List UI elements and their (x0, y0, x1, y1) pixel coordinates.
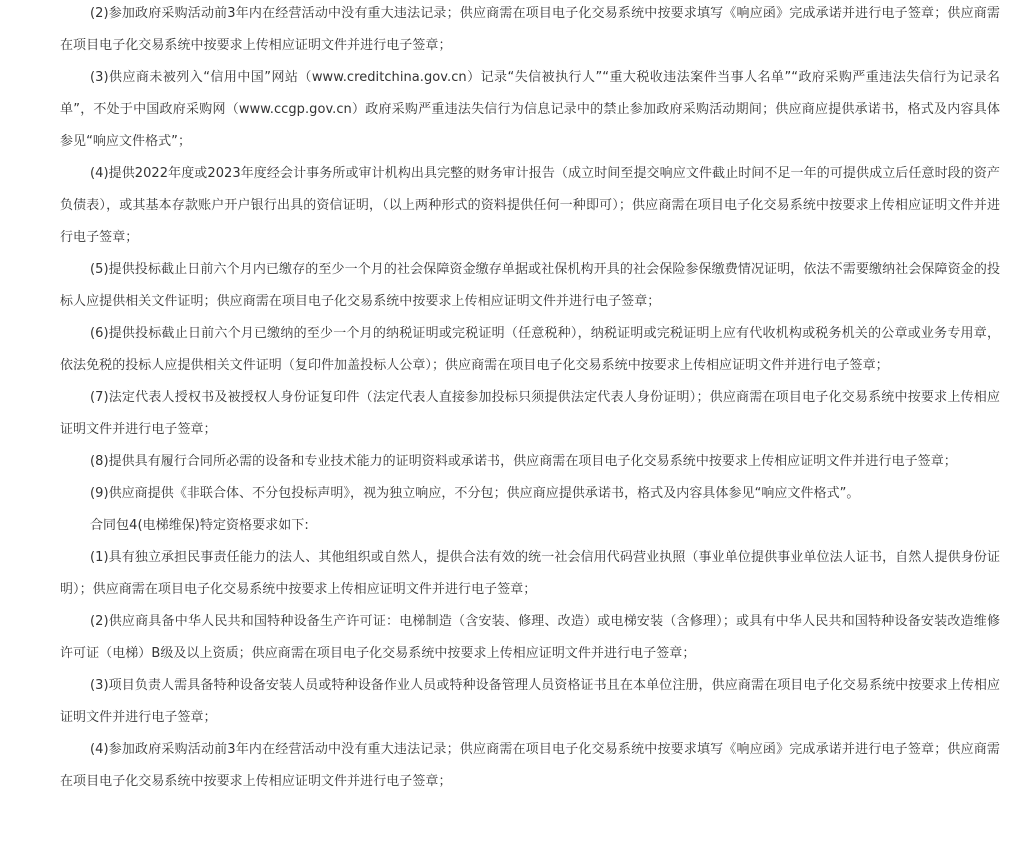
section-heading-package-4: 合同包4(电梯维保)特定资格要求如下: (90, 518, 309, 533)
paragraph-requirement-9: (9)供应商提供《非联合体、不分包投标声明》，视为独立响应，不分包；供应商应提供承诺书，格式及内容具体参见“响应文件格式”。 (90, 486, 860, 501)
paragraph-package4-requirement-3: (3)项目负责人需具备特种设备安装人员或特种设备作业人员或特种设备管理人员资格证书且在本单位注册，供应商需在项目电子化交易系统中按要求上传相应证明文件并进行电子签章； (60, 678, 1000, 725)
paragraph-package4-requirement-1: (1)具有独立承担民事责任能力的法人、其他组织或自然人，提供合法有效的统一社会信用代码营业执照（事业单位提供事业单位法人证书，自然人提供身份证明）；供应商需在项目电子化交易系统中按要求上传相应证明文件并进行电子签章； (60, 550, 1000, 597)
paragraph-requirement-7: (7)法定代表人授权书及被授权人身份证复印件（法定代表人直接参加投标只须提供法定代表人身份证明）；供应商需在项目电子化交易系统中按要求上传相应证明文件并进行电子签章； (60, 390, 1000, 437)
paragraph-requirement-4: (4)提供2022年度或2023年度经会计事务所或审计机构出具完整的财务审计报告（成立时间至提交响应文件截止时间不足一年的可提供成立后任意时段的资产负债表），或其基本存款账户开户银行出具的资信证明，（以上两种形式的资料提供任何一种即可）；供应商需在项目电子化交易系统中按要求上传相应证明文件并进行电子签章； (60, 166, 1000, 245)
paragraph-requirement-2: (2)参加政府采购活动前3年内在经营活动中没有重大违法记录；供应商需在项目电子化交易系统中按要求填写《响应函》完成承诺并进行电子签章；供应商需在项目电子化交易系统中按要求上传相应证明文件并进行电子签章； (60, 6, 1000, 53)
paragraph-requirement-3: (3)供应商未被列入“信用中国”网站（www.creditchina.gov.cn）记录“失信被执行人”“重大税收违法案件当事人名单”“政府采购严重违法失信行为记录名单”，不处于中国政府采购网（www.ccgp.gov.cn）政府采购严重违法失信行为信息记录中的禁止参加政府采购活动期间；供应商应提供承诺书，格式及内容具体参见“响应文件格式”； (60, 70, 1000, 149)
paragraph-requirement-8: (8)提供具有履行合同所必需的设备和专业技术能力的证明资料或承诺书，供应商需在项目电子化交易系统中按要求上传相应证明文件并进行电子签章； (90, 454, 957, 469)
paragraph-requirement-5: (5)提供投标截止日前六个月内已缴存的至少一个月的社会保障资金缴存单据或社保机构开具的社会保险参保缴费情况证明，依法不需要缴纳社会保障资金的投标人应提供相关文件证明；供应商需在项目电子化交易系统中按要求上传相应证明文件并进行电子签章； (60, 262, 1000, 309)
paragraph-package4-requirement-2: (2)供应商具备中华人民共和国特种设备生产许可证：电梯制造（含安装、修理、改造）或电梯安装（含修理）；或具有中华人民共和国特种设备安装改造维修许可证（电梯）B级及以上资质；供应商需在项目电子化交易系统中按要求上传相应证明文件并进行电子签章； (60, 614, 1000, 661)
paragraph-requirement-6: (6)提供投标截止日前六个月已缴纳的至少一个月的纳税证明或完税证明（任意税种），纳税证明或完税证明上应有代收机构或税务机关的公章或业务专用章，依法免税的投标人应提供相关文件证明（复印件加盖投标人公章）；供应商需在项目电子化交易系统中按要求上传相应证明文件并进行电子签章； (60, 326, 1000, 373)
document-body (60, 0, 1000, 798)
paragraph-package4-requirement-4: (4)参加政府采购活动前3年内在经营活动中没有重大违法记录；供应商需在项目电子化交易系统中按要求填写《响应函》完成承诺并进行电子签章；供应商需在项目电子化交易系统中按要求上传相应证明文件并进行电子签章； (60, 742, 1000, 789)
